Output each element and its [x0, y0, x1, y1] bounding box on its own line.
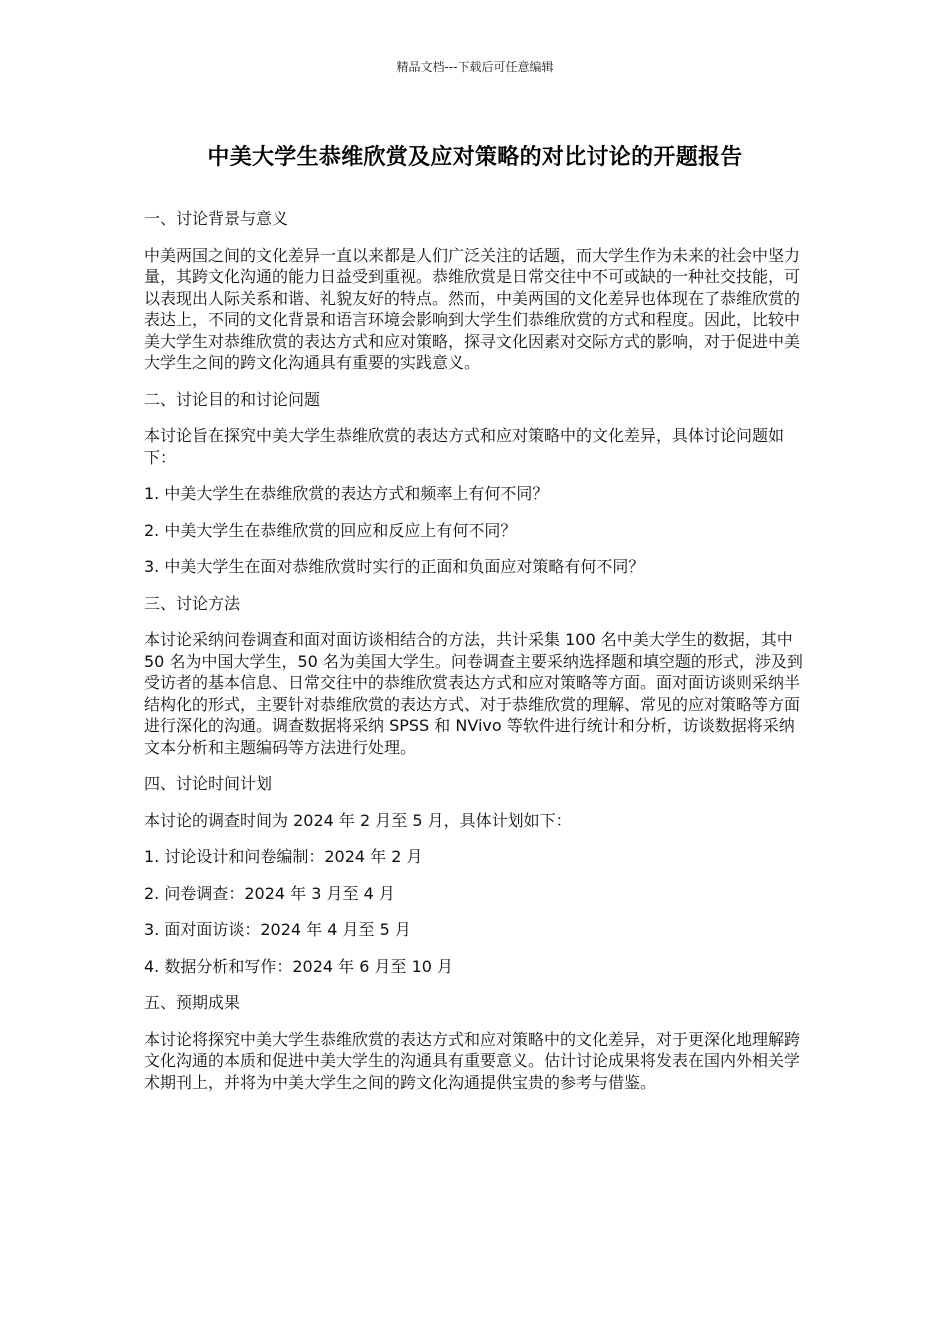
section-paragraph-background: 中美两国之间的文化差异一直以来都是人们广泛关注的话题，而大学生作为未来的社会中坚力量，其跨文化沟通的能力日益受到重视。恭维欣赏是日常交往中不可或缺的一种社交技能，可以表现出人际关系和谐、礼貌友好的特点。然而，中美两国的文化差异也体现在了恭维欣赏的表达上，不同的文化背景和语言环境会影响到大学生们恭维欣赏的方式和程度。因此，比较中美大学生对恭维欣赏的表达方式和应对策略，探寻文化因素对交际方式的影响，对于促进中美大学生之间的跨文化沟通具有重要的实践意义。: [144, 245, 801, 372]
header-note: 精品文档---下载后可任意编辑: [396, 60, 554, 74]
section-heading-method: 三、讨论方法: [144, 593, 241, 613]
list-item: 2. 中美大学生在恭维欣赏的回应和反应上有何不同？: [144, 520, 517, 540]
section-heading-background: 一、讨论背景与意义: [144, 209, 289, 228]
list-item: 4. 数据分析和写作：2024 年 6 月至 10 月: [144, 956, 454, 976]
section-paragraph-method: 本讨论采纳问卷调查和面对面访谈相结合的方法，共计采集 100 名中美大学生的数据，其中 50 名为中国大学生，50 名为美国大学生。问卷调查主要采纳选择题和填空题的形式，涉及到受访者的基本信息、日常交往中的恭维欣赏表达方式和应对策略等方面。面对面访谈则采纳半结构化的形式，主要针对恭维欣赏的表达方式、对于恭维欣赏的理解、常见的应对策略等方面进行深化的沟通。调查数据将采纳 SPSS 和 NVivo 等软件进行统计和分析，访谈数据将采纳文本分析和主题编码等方法进行处理。: [144, 630, 803, 757]
list-item: 1. 讨论设计和问卷编制：2024 年 2 月: [144, 847, 423, 866]
list-item: 3. 中美大学生在面对恭维欣赏时实行的正面和负面应对策略有何不同？: [144, 557, 645, 576]
section-heading-purpose: 二、讨论目的和讨论问题: [144, 389, 321, 409]
section-paragraph-outcomes: 本讨论将探究中美大学生恭维欣赏的表达方式和应对策略中的文化差异，对于更深化地理解跨文化沟通的本质和促进中美大学生的沟通具有重要意义。估计讨论成果将发表在国内外相关学术期刊上，并将为中美大学生之间的跨文化沟通提供宝贵的参考与借鉴。: [144, 1029, 801, 1092]
section-paragraph-purpose: 本讨论旨在探究中美大学生恭维欣赏的表达方式和应对策略中的文化差异，具体讨论问题如下：: [144, 426, 785, 467]
list-item: 3. 面对面访谈：2024 年 4 月至 5 月: [144, 920, 411, 939]
document-body: [144, 208, 808, 1108]
list-item: 2. 问卷调查：2024 年 3 月至 4 月: [144, 883, 395, 903]
list-item: 1. 中美大学生在恭维欣赏的表达方式和频率上有何不同？: [144, 484, 549, 503]
section-heading-outcomes: 五、预期成果: [144, 993, 241, 1012]
section-heading-schedule: 四、讨论时间计划: [144, 774, 273, 793]
document-title: 中美大学生恭维欣赏及应对策略的对比讨论的开题报告: [207, 145, 743, 170]
section-paragraph-schedule: 本讨论的调查时间为 2024 年 2 月至 5 月，具体计划如下：: [144, 810, 572, 830]
